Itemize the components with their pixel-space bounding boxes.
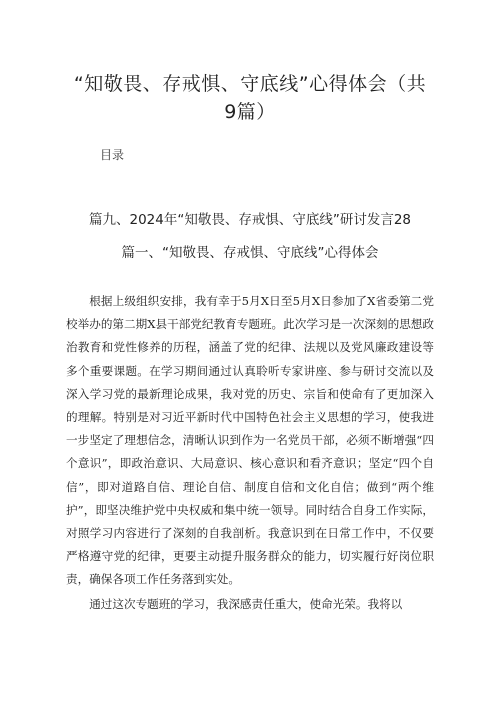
paragraph: 通过这次专题班的学习，我深感责任重大，使命光荣。我将以 <box>89 596 403 611</box>
document-title: “知敬畏、存戒惧、守底线”心得体会（共9篇） <box>73 73 427 123</box>
paragraph: 根据上级组织安排，我有幸于5月X日至5月X日参加了X省委第二党校举办的第二期X县干部党纪教育专题班。此次学习是一次深刻的思想政治教育和党性修养的历程，涵盖了党的纪律、法规以及党风廉政建设等多个重要课题。在学习期间通过认真聆听专家讲座、参与研讨交流以及深入学习党的最新理论成果，我对党的历史、宗旨和使命有了更加深入的理解。特别是对习近平新时代中国特色社会主义思想的学习，使我进一步坚定了理想信念，清晰认识到作为一名党员干部，必须不断增强“四个意识”，即政治意识、大局意识、核心意识和看齐意识；坚定“四个自信”，即对道路自信、理论自信、制度自信和文化自信；做到“两个维护”，即坚决维护党中央权威和集中统一领导。同时结合自身工作实际，对照学习内容进行了深刻的自我剖析。我意识到在日常工作中，不仅要严格遵守党的纪律，更要主动提升服务群众的能力，切实履行好岗位职责，确保各项工作任务落到实处。 <box>66 294 434 587</box>
toc-entry[interactable]: 篇九、2024年“知敬畏、存戒惧、守底线”研讨发言28 <box>88 212 412 228</box>
body-text <box>66 290 434 616</box>
toc-label: 目录 <box>100 148 125 162</box>
toc-entry[interactable]: 篇一、“知敬畏、存戒惧、守底线”心得体会 <box>121 245 379 261</box>
